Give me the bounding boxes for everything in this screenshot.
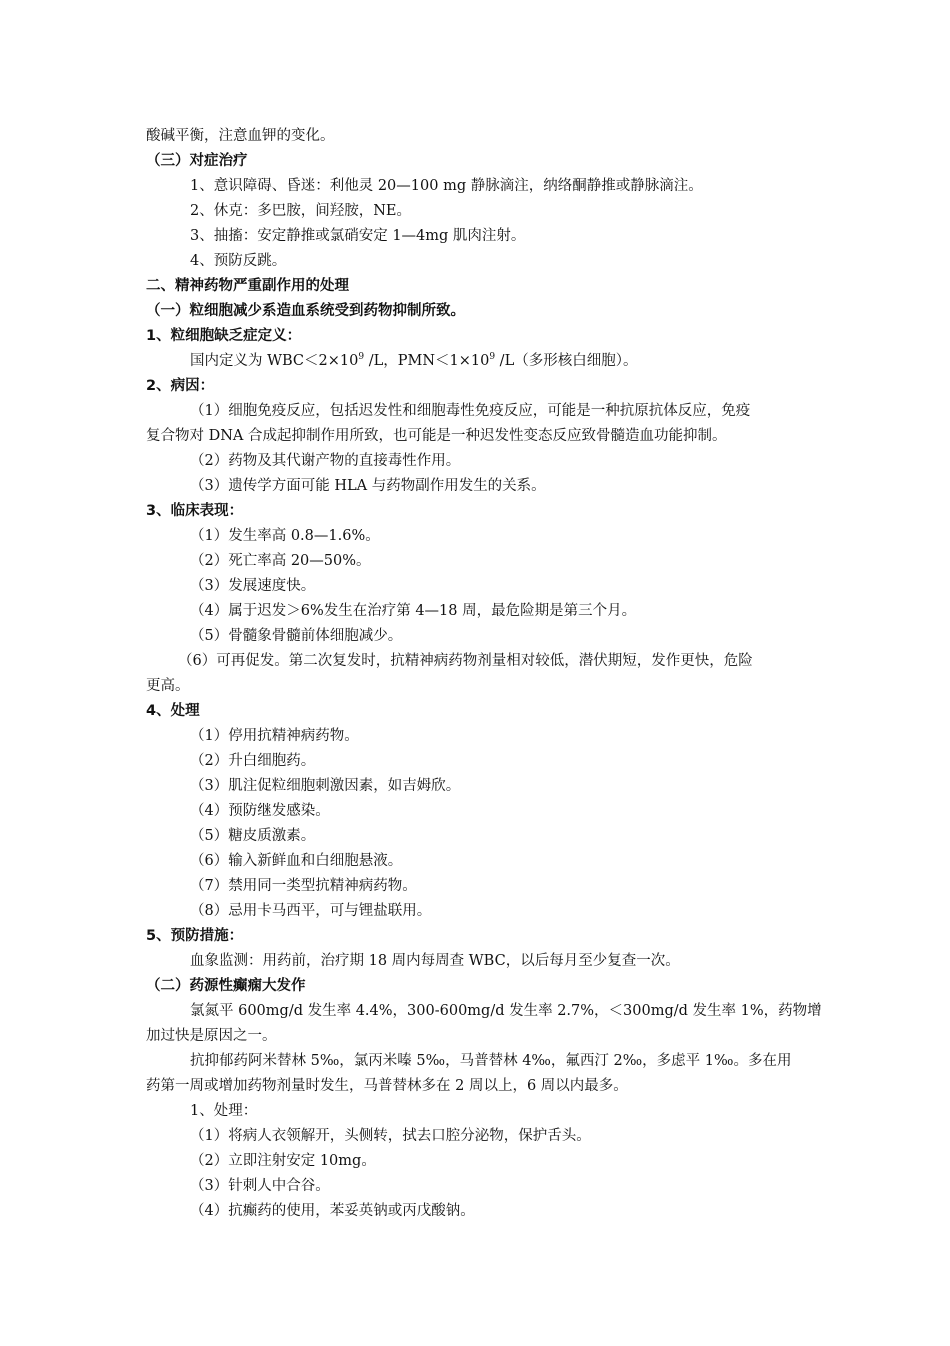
text-line: （1）将病人衣领解开，头侧转，拭去口腔分泌物，保护舌头。 [190,1128,591,1144]
text-line: （7）禁用同一类型抗精神病药物。 [190,878,417,894]
text-line: 更高。 [146,678,190,694]
text-line: 4、预防反跳。 [190,253,287,269]
section-heading: 2、病因： [146,378,215,394]
text-line: 氯氮平 600mg/d 发生率 4.4%，300-600mg/d 发生率 2.7%，＜300mg/d 发生率 1%，药物增 [190,1003,822,1019]
text-line: （4）属于迟发＞6%发生在治疗第 4—18 周，最危险期是第三个月。 [190,603,637,619]
text-line: 1、处理： [190,1103,258,1119]
section-heading: （一）粒细胞减少系造血系统受到药物抑制所致。 [146,303,465,319]
text-line: 复合物对 DNA 合成起抑制作用所致，也可能是一种迟发性变态反应致骨髓造血功能抑制。 [146,428,727,444]
text-line: （8）忌用卡马西平，可与锂盐联用。 [190,903,432,919]
text-line: （2）药物及其代谢产物的直接毒性作用。 [190,453,461,469]
text-line: （2）立即注射安定 10mg。 [190,1153,376,1169]
text-line: （5）骨髓象骨髓前体细胞减少。 [190,628,403,644]
text-line: （3）肌注促粒细胞刺激因素，如吉姆欣。 [190,778,461,794]
text-line: （6）输入新鲜血和白细胞悬液。 [190,853,403,869]
text-line: 抗抑郁药阿米替林 5‰，氯丙米嗪 5‰，马普替林 4‰，氟西汀 2‰，多虑平 1‰。多在用 [190,1053,792,1069]
section-heading: 3、临床表现： [146,503,244,519]
text-line: （3）发展速度快。 [190,578,316,594]
text-line: （2）死亡率高 20—50%。 [190,553,371,569]
text-line: 2、休克：多巴胺，间羟胺，NE。 [190,203,411,219]
section-heading: （二）药源性癫痫大发作 [146,978,306,994]
text-line: （6）可再促发。第二次复发时，抗精神病药物剂量相对较低，潜伏期短，发作更快，危险 [178,653,753,669]
text-line: 酸碱平衡，注意血钾的变化。 [146,128,335,144]
text-line: （3）遗传学方面可能 HLA 与药物副作用发生的关系。 [190,478,546,494]
text-line: （5）糖皮质激素。 [190,828,316,844]
section-heading: （三）对症治疗 [146,153,248,169]
text-line: （1）发生率高 0.8—1.6%。 [190,528,380,544]
text-line: 1、意识障碍、昏迷：利他灵 20—100 mg 静脉滴注，纳络酮静推或静脉滴注。 [190,178,703,194]
text-line: 药第一周或增加药物剂量时发生，马普替林多在 2 周以上，6 周以内最多。 [146,1078,628,1094]
text-line: （4）抗癫药的使用，苯妥英钠或丙戊酸钠。 [190,1203,475,1219]
text-line: （1）停用抗精神病药物。 [190,728,359,744]
text-line: 加过快是原因之一。 [146,1028,277,1044]
section-heading: 二、精神药物严重副作用的处理 [146,278,349,294]
text-line: 血象监测：用药前，治疗期 18 周内每周查 WBC，以后每月至少复查一次。 [190,953,680,969]
section-heading: 1、粒细胞缺乏症定义： [146,328,302,344]
text-line: （1）细胞免疫反应，包括迟发性和细胞毒性免疫反应，可能是一种抗原抗体反应，免疫 [190,403,751,419]
text-line: 3、抽搐：安定静推或氯硝安定 1—4mg 肌肉注射。 [190,228,526,244]
text-line: （2）升白细胞药。 [190,753,316,769]
text-line: （4）预防继发感染。 [190,803,330,819]
section-heading: 4、处理 [146,703,200,719]
section-heading: 5、预防措施： [146,928,244,944]
text-line: 国内定义为 $WBC<2\times 10^9$ /L，$PMN<1\times 10^9$ /L（多形核白细胞）。 [190,352,638,369]
text-line: （3）针刺人中合谷。 [190,1178,330,1194]
